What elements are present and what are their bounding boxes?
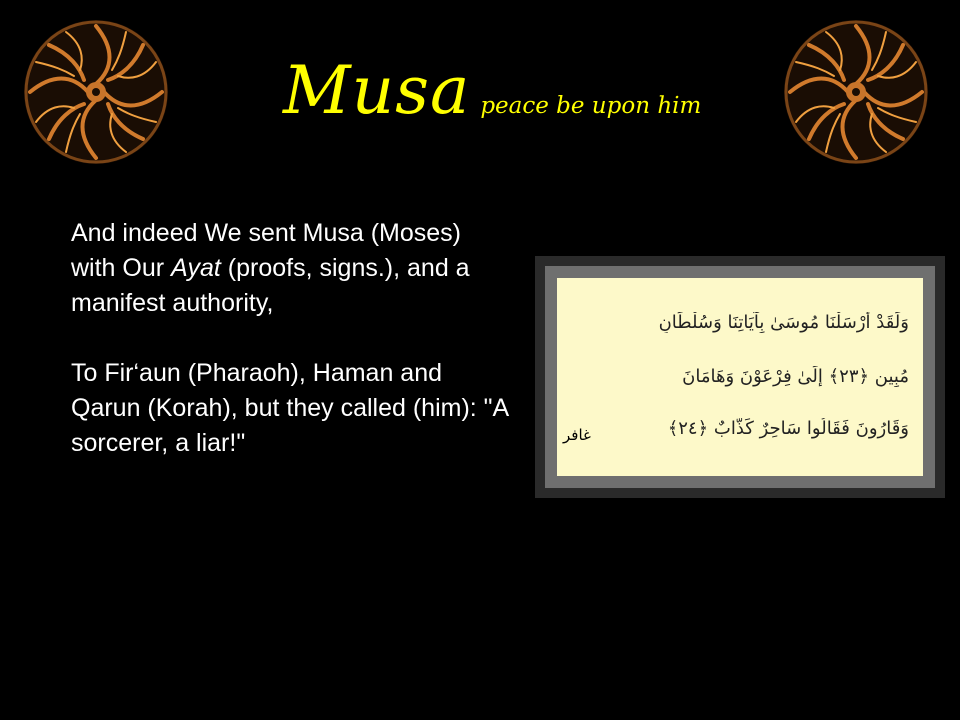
ayat-emphasis: Ayat (171, 254, 221, 282)
calligraphy-medallion-left (22, 18, 170, 166)
surah-label: غافر (563, 426, 591, 444)
verse-line-1: وَلَقَدْ أَرْسَلْنَا مُوسَىٰ بِآيَاتِنَا وَسُلْطَانٍ (658, 312, 909, 333)
paragraph-1: And indeed We sent Musa (Moses) with Our Ayat (proofs, signs.), and a manifest authority, (71, 219, 470, 317)
title-main: Musa (283, 52, 471, 129)
verse-line-3: وَقَارُونَ فَقَالُوا سَاحِرٌ كَذَّابٌ ﴿٢٤﴾ (667, 418, 909, 439)
paragraph-2: To Fir‘aun (Pharaoh), Haman and Qarun (Korah), but they called (him): "A sorcerer, a liar!" (71, 359, 508, 457)
quran-verse-image (535, 256, 945, 498)
verse-paper (557, 278, 923, 476)
verse-line-2: مُبِينٍ ﴿٢٣﴾ إِلَىٰ فِرْعَوْنَ وَهَامَانَ (682, 366, 909, 387)
body-text (71, 216, 511, 461)
title-subtitle: peace be upon him (480, 93, 702, 119)
slide-title (283, 52, 701, 129)
calligraphy-medallion-right (782, 18, 930, 166)
